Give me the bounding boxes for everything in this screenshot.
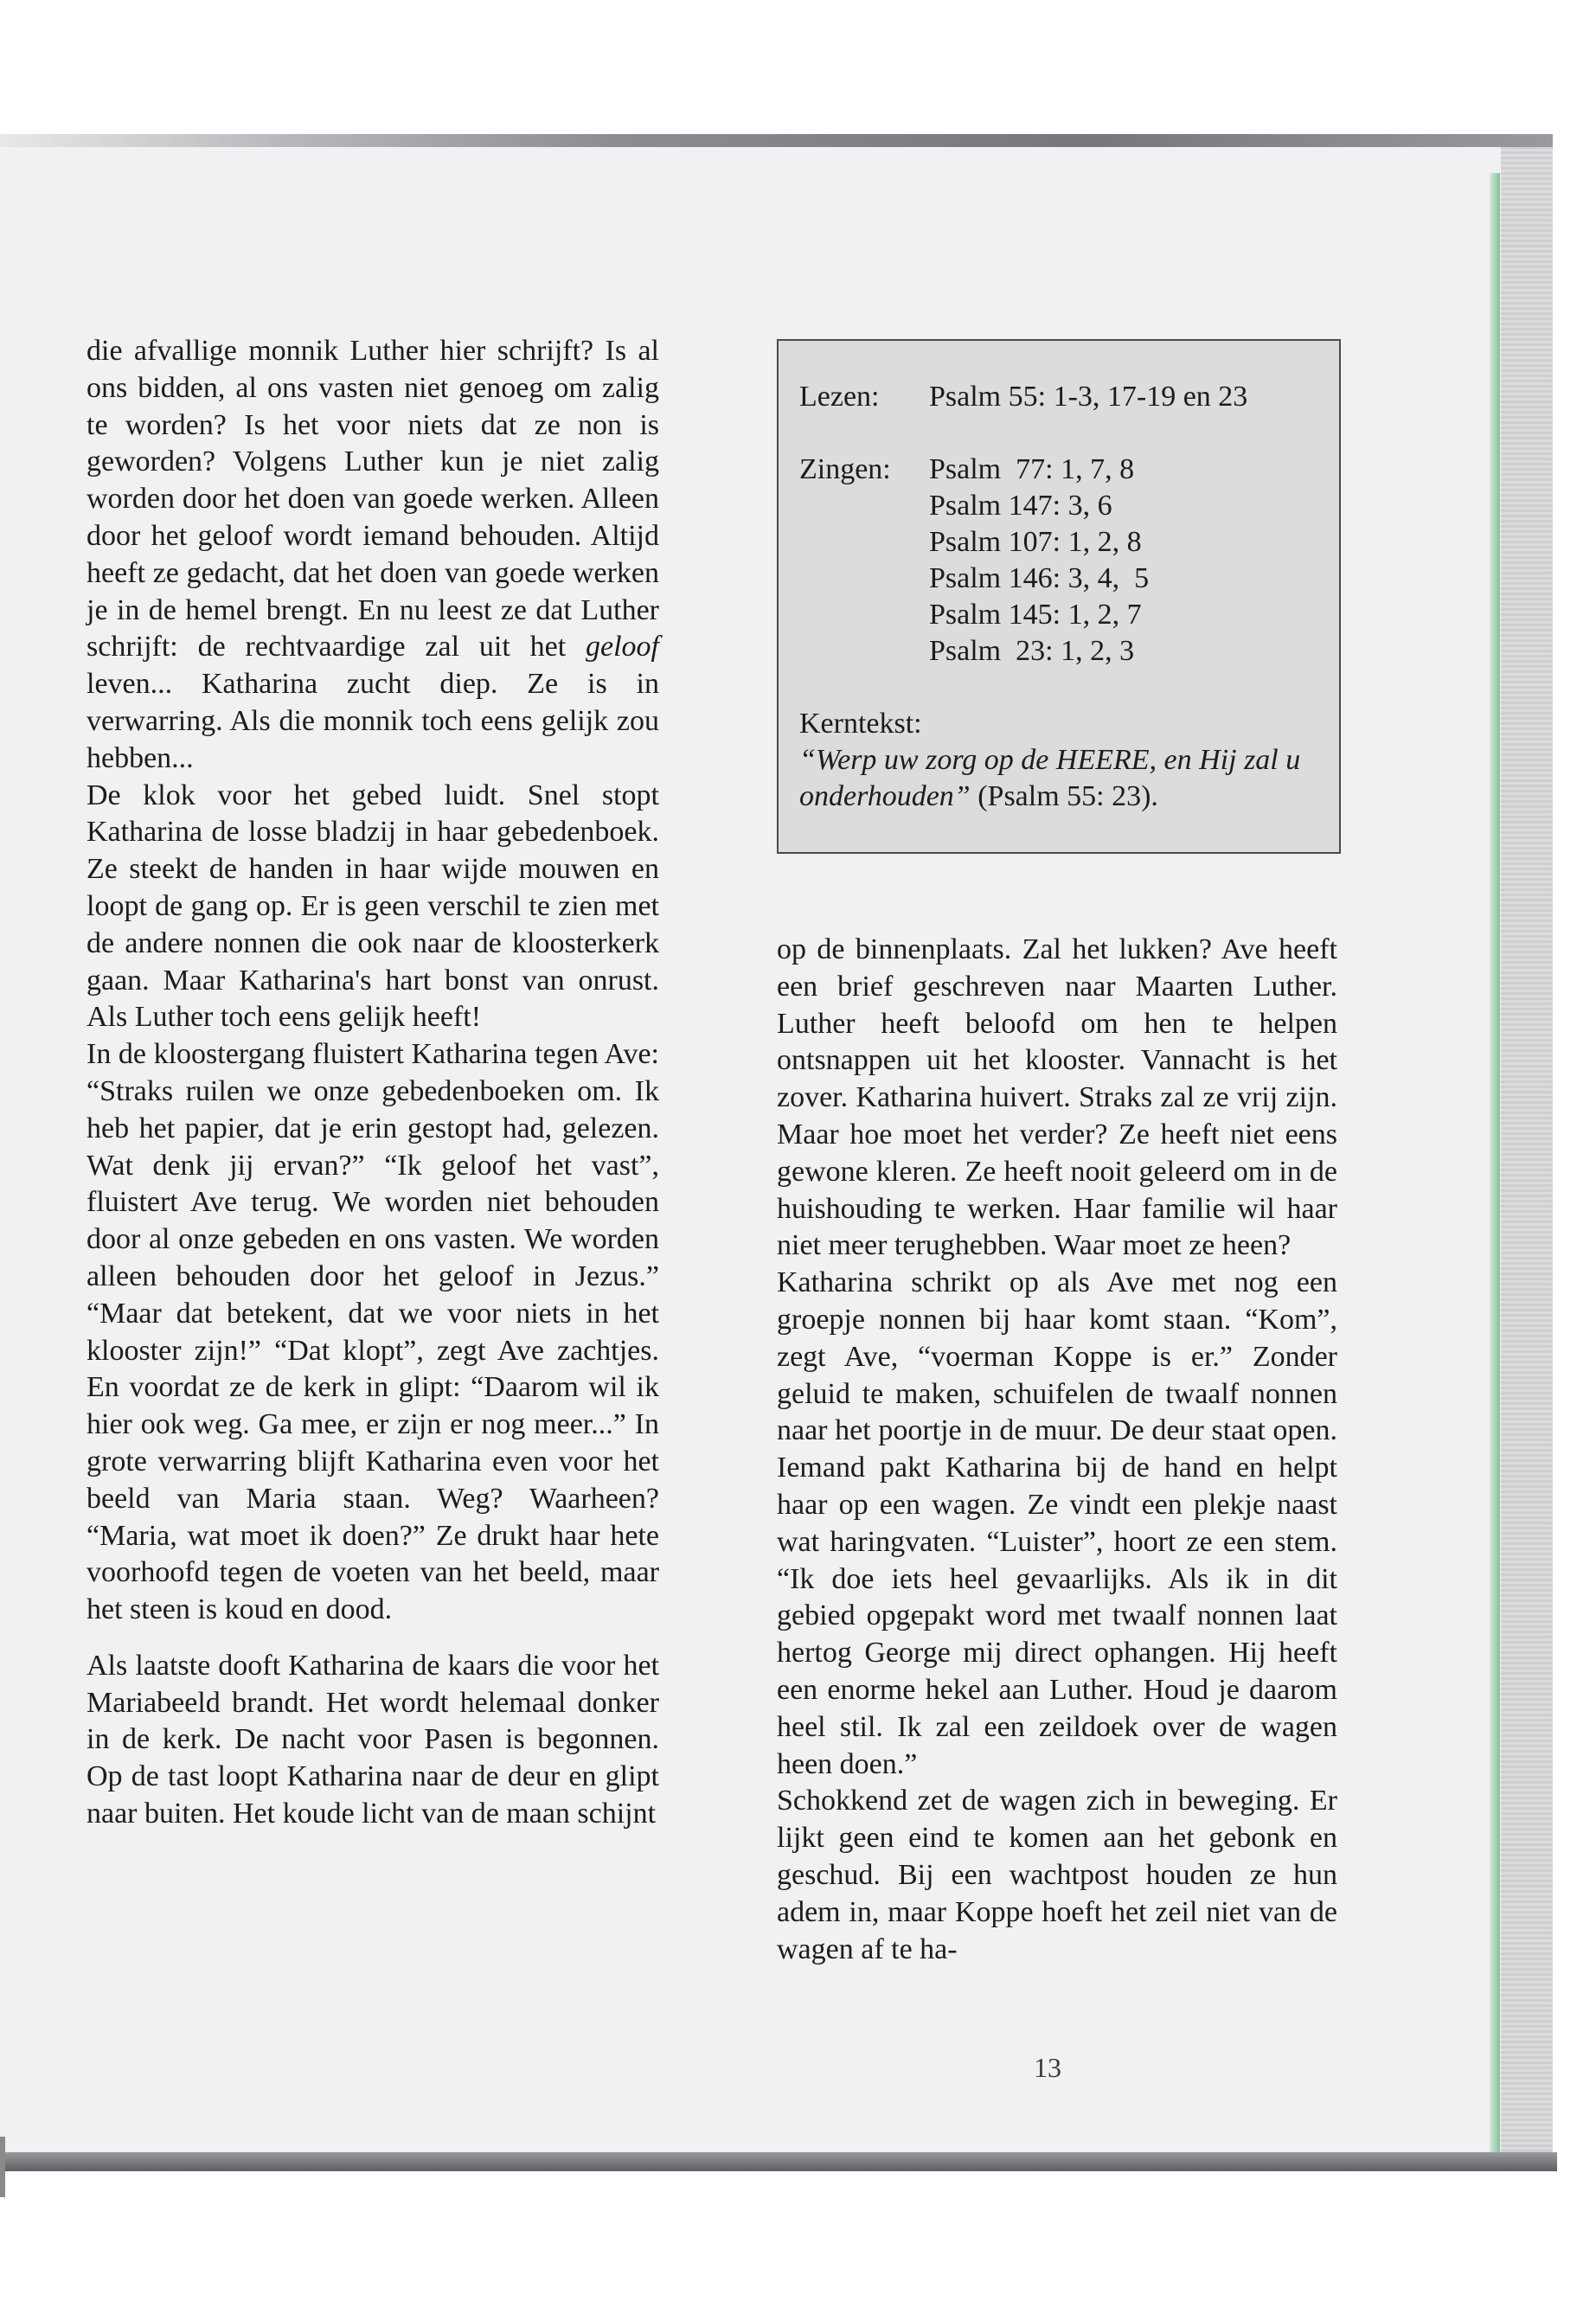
cover-edge (1490, 173, 1500, 2163)
zingen-item: Psalm 77: 1, 7, 8 (929, 453, 1135, 485)
left-column (87, 333, 659, 1833)
zingen-item: Psalm 23: 1, 2, 3 (929, 635, 1135, 667)
zingen-list (929, 452, 1149, 670)
binding-edge (1501, 147, 1553, 2163)
kerntekst-label: Kerntekst: (799, 708, 922, 740)
zingen-row (799, 452, 1339, 670)
lezen-row (799, 379, 1339, 415)
lezen-value: Psalm 55: 1-3, 17-19 en 23 (929, 381, 1248, 413)
lezen-label: Lezen: (799, 381, 880, 413)
paragraph-2: De klok voor het gebed luidt. Snel stopt Katharina de losse bladzij in haar gebedenboek. Ze steekt de handen in haar wijde mouwen en loopt de gang op. Er is geen verschil te zien met de andere nonnen die ook naar de kloosterkerk gaan. Maar Katharina's hart bonst van onrust. Als Luther toch eens gelijk heeft! (87, 779, 659, 1034)
kerntekst-quote: “Werp uw zorg op de HEERE, en Hij zal u onderhouden” (799, 744, 1301, 812)
page-number: 13 (1034, 2052, 1061, 2083)
paragraph-4: Als laatste dooft Katharina de kaars die voor het Mariabeeld brandt. Het wordt helemaal donker in de kerk. De nacht voor Pasen is begonnen. Op de tast loopt Katharina naar de deur en glipt naar buiten. Het koude licht van de maan schijnt (87, 1649, 659, 1830)
paragraph-6: Katharina schrikt op als Ave met nog een groepje nonnen bij haar komt staan. “Kom”, zegt Ave, “voerman Koppe is er.” Zonder geluid te maken, schuifelen de twaalf nonnen naar het poortje in de muur. De deur staat open. Iemand pakt Katharina bij de hand en helpt haar op een wagen. Ze vindt een plekje naast wat haringvaten. “Luister”, hoort ze een stem. “Ik doe iets heel gevaarlijks. Als ik in dit gebied opgepakt word met twaalf nonnen laat hertog George mij direct ophangen. Hij heeft een enorme hekel aan Luther. Houd je daarom heel stil. Ik zal een zeildoek over de wagen heen doen.” (777, 1266, 1337, 1780)
zingen-label: Zingen: (799, 453, 891, 485)
zingen-item: Psalm 147: 3, 6 (929, 490, 1112, 522)
zingen-item: Psalm 107: 1, 2, 8 (929, 526, 1142, 558)
paragraph-3: In de kloostergang fluistert Katharina tegen Ave: “Straks ruilen we onze gebedenboeken om. Ik heb het papier, dat je erin gestopt had, gelezen. Wat denk jij ervan?” “Ik geloof het vast”, fluistert Ave terug. We worden niet behouden door al onze gebeden en ons vasten. We worden alleen behouden door het geloof in Jezus.” “Maar dat betekent, dat we voor niets in het klooster zijn!” “Dat klopt”, zegt Ave zachtjes. En voordat ze de kerk in glipt: “Daarom wil ik hier ook weg. Ga mee, er zijn er nog meer...” In grote verwarring blijft Katharina even voor het beeld van Maria staan. Weg? Waarheen? “Maria, wat moet ik doen?” Ze drukt haar hete voorhoofd tegen de voeten van het beeld, maar het steen is koud en dood. (87, 1038, 659, 1626)
zingen-item: Psalm 146: 3, 4, 5 (929, 562, 1150, 594)
scan-mark (0, 2137, 5, 2197)
reading-box (777, 339, 1341, 854)
kerntekst (799, 742, 1327, 815)
paragraph-1: die afvallige monnik Luther hier schrijft? Is al ons bidden, al ons vasten niet genoeg om zalig te worden? Is het voor niets dat ze non is geworden? Volgens Luther kun je niet zalig worden door het doen van goede werken. Alleen door het geloof wordt iemand behouden. Altijd heeft ze gedacht, dat het doen van goede werken je in de hemel brengt. En nu leest ze dat Luther schrijft: de rechtvaardige zal uit het geloof leven... Katharina zucht diep. Ze is in verwarring. Als die monnik toch eens gelijk zou hebben... (87, 335, 659, 774)
emphasis: geloof (586, 631, 659, 663)
bottom-edge (0, 2152, 1557, 2171)
paragraph-7: Schokkend zet de wagen zich in beweging. Er lijkt geen eind te komen aan het gebonk en geschud. Bij een wachtpost houden ze hun adem in, maar Koppe hoeft het zeil niet van de wagen af te ha- (777, 1785, 1337, 1965)
zingen-item: Psalm 145: 1, 2, 7 (929, 599, 1142, 631)
kerntekst-ref: (Psalm 55: 23). (970, 780, 1158, 812)
paragraph-5: op de binnenplaats. Zal het lukken? Ave heeft een brief geschreven naar Maarten Luther. Luther heeft beloofd om hen te helpen ontsnappen uit het klooster. Vannacht is het zover. Katharina huivert. Straks zal ze vrij zijn. Maar hoe moet het verder? Ze heeft niet eens gewone kleren. Ze heeft nooit geleerd om in de huishouding te werken. Haar familie wil haar niet meer terughebben. Waar moet ze heen? (777, 933, 1337, 1262)
right-column (777, 932, 1337, 1968)
